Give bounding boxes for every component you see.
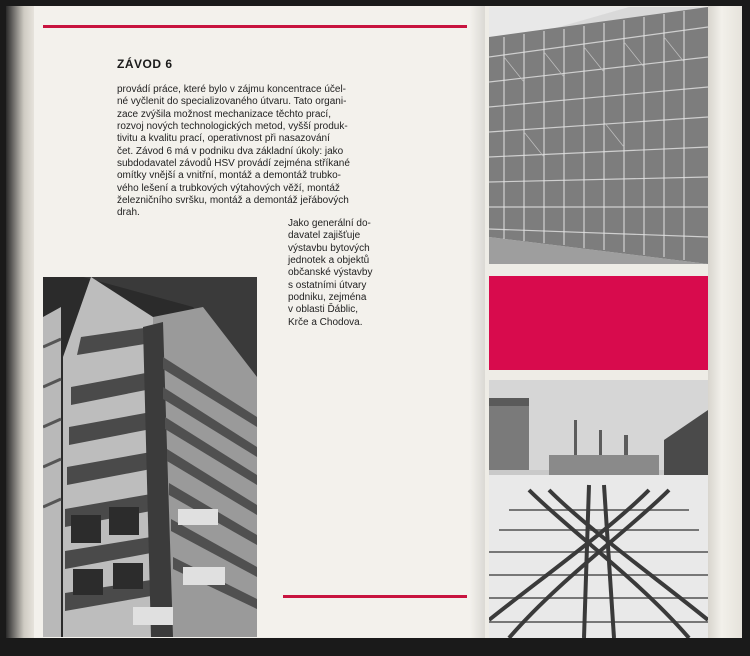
body-line: vého lešení a trubkových výtahových věží, montáž — [117, 182, 340, 194]
body-line: čet. Závod 6 má v podniku dva základní úkoly: jako — [117, 145, 344, 157]
side-line: výstavbu bytových — [288, 242, 370, 254]
photo-railway-tracks — [489, 380, 708, 638]
magenta-color-block — [489, 276, 708, 370]
side-line: občanské výstavby — [288, 267, 373, 279]
section-heading: ZÁVOD 6 — [117, 57, 173, 71]
body-line: provádí práce, které bylo v zájmu koncentrace účel- — [117, 84, 346, 95]
photo-scaffolding — [489, 7, 708, 264]
body-line: tivitu a kvalitu prací, operativnost při nasazování — [117, 133, 330, 145]
side-line: davatel zajišťuje — [288, 230, 361, 242]
side-line: s ostatními útvary — [288, 279, 367, 291]
body-line: železničního svršku, montáž a demontáž jeřábových — [117, 195, 349, 207]
body-line: zace zvýšila možnost mechanizace těchto prací, — [117, 108, 331, 120]
body-paragraph — [117, 84, 390, 220]
body-line: né vyčlenit do specializovaného útvaru. Tato organi- — [117, 96, 347, 108]
side-line: jednotek a objektů — [288, 255, 370, 267]
body-line: rozvoj nových technologických metod, vyšší produk- — [117, 121, 348, 133]
side-line: v oblasti Ďáblic, — [288, 304, 359, 316]
bottom-red-rule — [283, 595, 467, 598]
side-line: Krče a Chodova. — [288, 316, 363, 328]
photo-highrise-building — [43, 277, 257, 637]
body-line: subdodavatel závodů HSV provádí zejména stříkané — [117, 158, 350, 170]
page-edge-right — [708, 6, 742, 638]
page-edge-left — [6, 6, 36, 638]
side-paragraph — [288, 218, 390, 329]
top-red-rule — [43, 25, 467, 28]
side-line: podniku, zejména — [288, 292, 367, 304]
body-line: drah. — [117, 207, 140, 219]
side-line: Jako generální do- — [288, 218, 371, 229]
body-line: omítky vnější a vnitřní, montáž a demontáž trubko- — [117, 170, 341, 182]
